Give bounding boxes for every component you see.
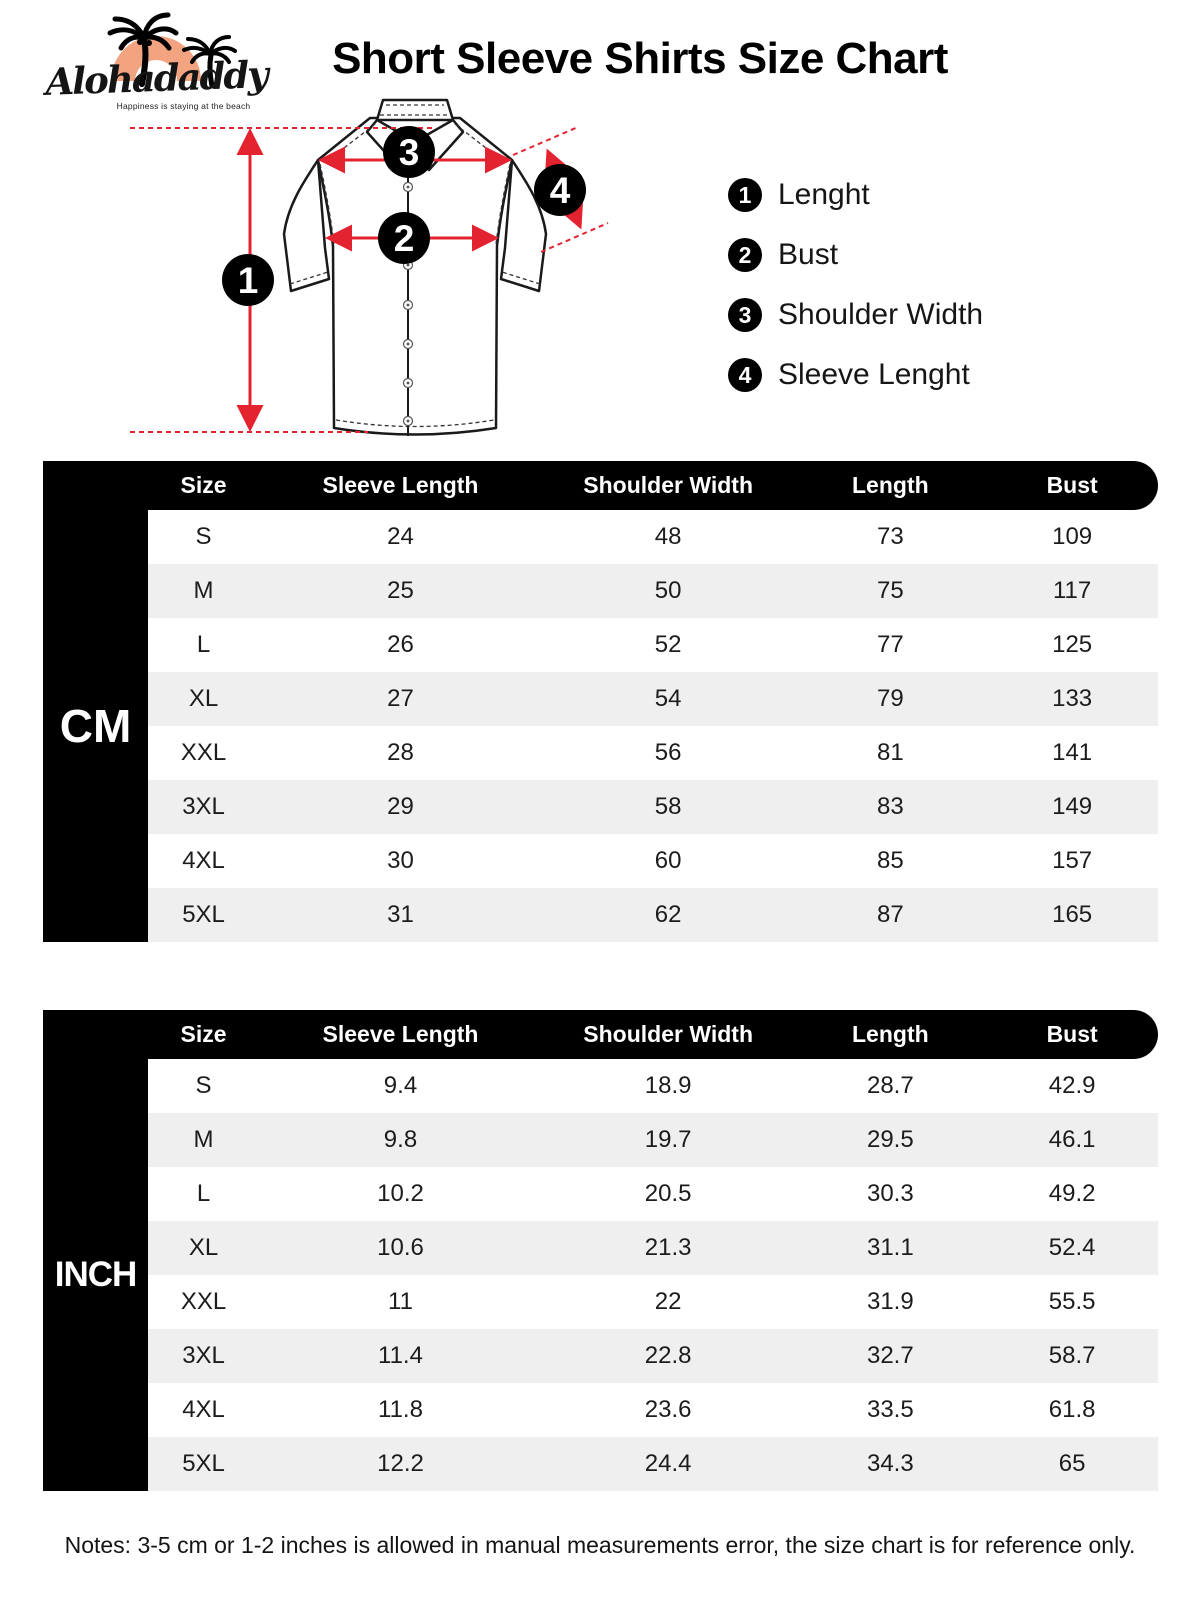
measurement-value: 28.7 bbox=[866, 1072, 914, 1099]
size-label: 5XL bbox=[182, 1450, 225, 1477]
measurement-value: 85 bbox=[876, 847, 904, 874]
measurement-value: 20.5 bbox=[644, 1180, 692, 1207]
column-header-bust: Bust bbox=[1046, 472, 1098, 498]
size-row-l bbox=[148, 1167, 1158, 1221]
column-header-length: Length bbox=[852, 1021, 929, 1047]
size-label: 3XL bbox=[182, 1342, 225, 1369]
size-row-4xl bbox=[148, 834, 1158, 888]
measurement-value: 25 bbox=[387, 577, 414, 604]
measurement-value: 52.4 bbox=[1048, 1234, 1096, 1261]
size-row-xl bbox=[148, 1221, 1158, 1275]
measurement-value: 117 bbox=[1052, 577, 1092, 604]
measurement-value: 73 bbox=[876, 523, 904, 550]
legend-number-badge: 1 bbox=[728, 178, 762, 212]
measurement-value: 30 bbox=[387, 847, 414, 874]
measurement-value: 27 bbox=[387, 685, 414, 712]
size-row-3xl bbox=[148, 1329, 1158, 1383]
measurement-value: 18.9 bbox=[644, 1072, 692, 1099]
measurement-legend bbox=[728, 178, 983, 418]
size-label: XL bbox=[188, 1234, 219, 1261]
measurement-value: 149 bbox=[1052, 793, 1093, 820]
measurement-value: 141 bbox=[1052, 739, 1093, 766]
brand-tagline: Happiness is staying at the beach bbox=[116, 101, 251, 111]
measurement-value: 46.1 bbox=[1048, 1126, 1096, 1153]
measurement-value: 11.8 bbox=[378, 1396, 423, 1423]
measurement-value: 165 bbox=[1052, 901, 1093, 928]
badge-2: 2 bbox=[393, 218, 415, 259]
page-title: Short Sleeve Shirts Size Chart bbox=[332, 34, 948, 83]
badge-4: 4 bbox=[549, 170, 571, 211]
size-label: XXL bbox=[180, 739, 227, 766]
measurement-value: 77 bbox=[876, 631, 904, 658]
size-label: XXL bbox=[180, 1288, 227, 1315]
size-row-s bbox=[148, 510, 1158, 564]
measurement-value: 61.8 bbox=[1048, 1396, 1096, 1423]
measurement-value: 133 bbox=[1052, 685, 1093, 712]
measurement-value: 50 bbox=[654, 577, 682, 604]
measurement-value: 87 bbox=[876, 901, 904, 928]
measurement-value: 10.2 bbox=[377, 1180, 424, 1207]
measurement-value: 52 bbox=[654, 631, 682, 658]
size-label: L bbox=[196, 1180, 211, 1207]
measurement-value: 42.9 bbox=[1048, 1072, 1096, 1099]
size-label: XL bbox=[188, 685, 219, 712]
brand-name: Alohadaddy bbox=[44, 52, 268, 104]
size-row-3xl bbox=[148, 780, 1158, 834]
column-header-bust: Bust bbox=[1046, 1021, 1098, 1047]
unit-label-inch: INCH bbox=[54, 1255, 137, 1294]
unit-sidebar bbox=[43, 1059, 148, 1491]
measurement-value: 81 bbox=[876, 739, 904, 766]
measurement-value: 29.5 bbox=[866, 1126, 914, 1153]
measurement-value: 23.6 bbox=[644, 1396, 692, 1423]
size-label: S bbox=[195, 1072, 212, 1099]
column-header-shoulder-width: Shoulder Width bbox=[583, 472, 753, 498]
measurement-value: 83 bbox=[876, 793, 904, 820]
legend-number-badge: 3 bbox=[728, 298, 762, 332]
size-row-l bbox=[148, 618, 1158, 672]
size-table-cm bbox=[43, 461, 1158, 942]
measurement-value: 79 bbox=[876, 685, 904, 712]
size-label: 4XL bbox=[182, 1396, 225, 1423]
legend-item-sleeve-lenght bbox=[728, 358, 983, 392]
size-row-m bbox=[148, 564, 1158, 618]
table-rows bbox=[148, 1059, 1158, 1491]
measurement-value: 157 bbox=[1052, 847, 1093, 874]
measurement-value: 24 bbox=[387, 523, 414, 550]
column-header-sleeve-length: Sleeve Length bbox=[322, 1021, 479, 1047]
legend-item-shoulder-width bbox=[728, 298, 983, 332]
measurement-value: 30.3 bbox=[866, 1180, 914, 1207]
size-label: M bbox=[193, 1126, 214, 1153]
size-label: 5XL bbox=[182, 901, 225, 928]
measurement-value: 11.4 bbox=[378, 1342, 423, 1369]
legend-number-badge: 4 bbox=[728, 358, 762, 392]
table-rows bbox=[148, 510, 1158, 942]
measurement-value: 22.8 bbox=[644, 1342, 692, 1369]
size-row-m bbox=[148, 1113, 1158, 1167]
column-header-length: Length bbox=[852, 472, 929, 498]
measurement-value: 29 bbox=[387, 793, 414, 820]
measurement-value: 56 bbox=[654, 739, 682, 766]
measurement-value: 33.5 bbox=[866, 1396, 914, 1423]
size-label: M bbox=[193, 577, 214, 604]
measurement-value: 31.9 bbox=[866, 1288, 914, 1315]
measurement-value: 75 bbox=[876, 577, 904, 604]
size-row-xl bbox=[148, 672, 1158, 726]
measurement-value: 34.3 bbox=[866, 1450, 914, 1477]
measurement-value: 62 bbox=[654, 901, 682, 928]
table-header-row bbox=[43, 461, 1158, 510]
size-label: 3XL bbox=[182, 793, 225, 820]
measurement-value: 32.7 bbox=[866, 1342, 914, 1369]
size-row-5xl bbox=[148, 888, 1158, 942]
legend-number-badge: 2 bbox=[728, 238, 762, 272]
measurement-value: 26 bbox=[387, 631, 414, 658]
size-label: 4XL bbox=[182, 847, 225, 874]
measurement-value: 65 bbox=[1058, 1450, 1086, 1477]
size-row-xxl bbox=[148, 1275, 1158, 1329]
size-label: S bbox=[195, 523, 212, 550]
measurement-value: 60 bbox=[654, 847, 682, 874]
measurement-value: 22 bbox=[654, 1288, 682, 1315]
badge-3: 3 bbox=[398, 132, 420, 173]
size-label: L bbox=[196, 631, 211, 658]
measurement-value: 21.3 bbox=[644, 1234, 692, 1261]
measurement-value: 48 bbox=[654, 523, 682, 550]
column-header-sleeve-length: Sleeve Length bbox=[322, 472, 479, 498]
shirt-measurement-diagram bbox=[120, 88, 620, 458]
legend-item-lenght bbox=[728, 178, 983, 212]
measurement-value: 9.8 bbox=[383, 1126, 418, 1153]
measurement-value: 12.2 bbox=[377, 1450, 424, 1477]
measurement-value: 54 bbox=[654, 685, 682, 712]
size-row-s bbox=[148, 1059, 1158, 1113]
legend-label: Sleeve Lenght bbox=[778, 358, 970, 391]
legend-label: Bust bbox=[778, 238, 839, 271]
size-row-xxl bbox=[148, 726, 1158, 780]
legend-label: Lenght bbox=[778, 178, 870, 211]
measurement-value: 24.4 bbox=[644, 1450, 692, 1477]
measurement-value: 49.2 bbox=[1048, 1180, 1096, 1207]
measurement-value: 28 bbox=[387, 739, 414, 766]
column-header-size: Size bbox=[180, 1021, 227, 1047]
measurement-value: 109 bbox=[1052, 523, 1093, 550]
measurement-value: 125 bbox=[1052, 631, 1093, 658]
measurement-value: 55.5 bbox=[1048, 1288, 1096, 1315]
unit-label-cm: CM bbox=[59, 700, 132, 752]
size-row-5xl bbox=[148, 1437, 1158, 1491]
measurement-value: 11 bbox=[388, 1288, 413, 1315]
measurement-value: 10.6 bbox=[377, 1234, 424, 1261]
unit-sidebar bbox=[43, 510, 148, 942]
table-header-row bbox=[43, 1010, 1158, 1059]
legend-label: Shoulder Width bbox=[778, 298, 984, 331]
notes-text: Notes: 3-5 cm or 1-2 inches is allowed in manual measurements error, the size chart is for reference only. bbox=[64, 1532, 1136, 1558]
measurement-value: 19.7 bbox=[644, 1126, 692, 1153]
size-row-4xl bbox=[148, 1383, 1158, 1437]
measurement-value: 31 bbox=[387, 901, 414, 928]
size-table-inch bbox=[43, 1010, 1158, 1491]
measurement-value: 58 bbox=[654, 793, 682, 820]
column-header-size: Size bbox=[180, 472, 227, 498]
legend-item-bust bbox=[728, 238, 983, 272]
column-header-shoulder-width: Shoulder Width bbox=[583, 1021, 753, 1047]
badge-1: 1 bbox=[237, 260, 259, 301]
measurement-value: 58.7 bbox=[1048, 1342, 1096, 1369]
measurement-value: 9.4 bbox=[383, 1072, 418, 1099]
measurement-value: 31.1 bbox=[866, 1234, 914, 1261]
